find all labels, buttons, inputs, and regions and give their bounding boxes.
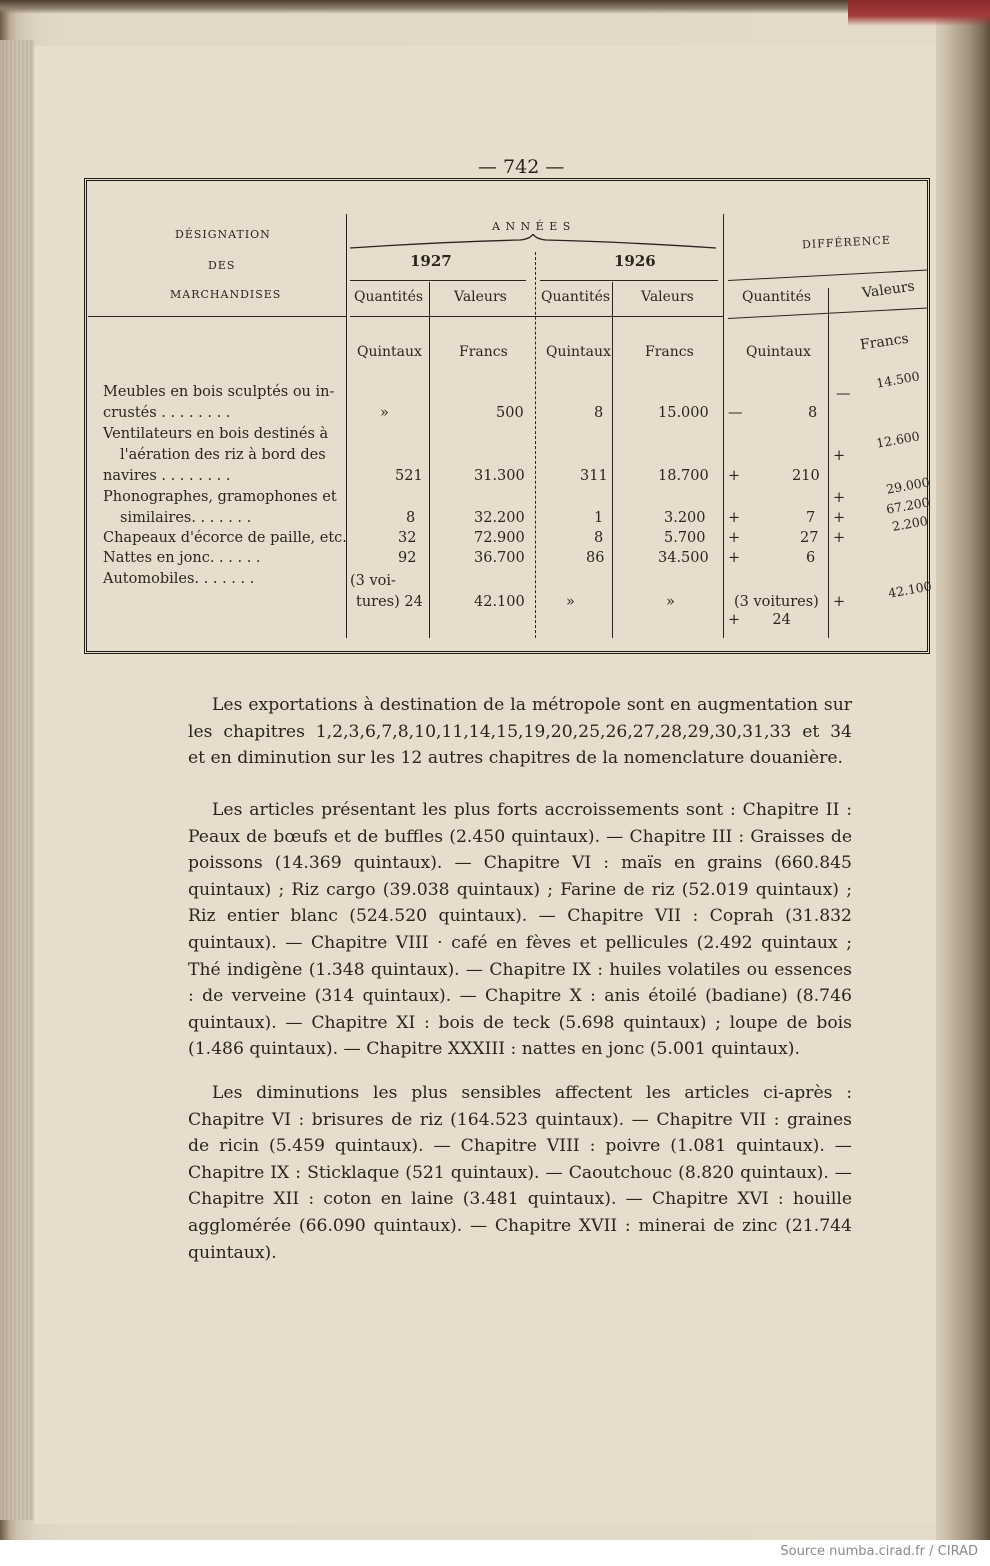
page-number: — 742 —	[478, 156, 565, 178]
row1-designation-line1: Meubles en bois sculptés ou in-	[103, 384, 335, 400]
row6-v1927: 42.100	[474, 594, 525, 610]
col-quantites-diff: Quantités	[742, 289, 812, 305]
row6-dq-line1: (3 voitures)	[734, 594, 819, 610]
row5-v1926: 34.500	[658, 550, 709, 566]
row5-dv-sign: +	[833, 530, 846, 546]
col-line	[346, 214, 347, 638]
paragraph-2: Les articles présentant les plus forts accroissements sont : Chapitre II : Peaux de bœufs et de buffles (2.450 quintaux). — Chapitre III : Graisses de poissons (14.369 quintaux). — Chapitre VI : maïs en grains (660.845 quintaux) ; Riz cargo (39.038 quintaux) ; Farine de riz (52.019 quintaux) ; Riz entier blanc (524.520 quintaux). — Chapitre VII : Coprah (31.832 quintaux). — Chapitre VIII · café en fèves et pellicules (2.492 quintaux ; Thé indigène (1.348 quintaux). — Chapitre IX : huiles volatiles ou essences : de verveine (314 quintaux). — Chapitre X : anis étoilé (badiane) (8.746 quintaux). — Chapitre XI : bois de teck (5.698 quintaux) ; loupe de bois (1.486 quintaux). — Chapitre XXXIII : nattes en jonc (5.001 quintaux).	[188, 800, 852, 1060]
paragraph-1: Les exportations à destination de la métropole sont en augmentation sur les chapitres 1,2,3,6,7,8,10,11,14,15,19,20,25,26,27,28,29,30,31,33 et 34 et en diminution sur les 12 autres chapitres de la nomenclature douanière.	[188, 695, 852, 769]
row6-q1927-line1: (3 voi-	[350, 573, 396, 589]
row3-dv-sign: +	[833, 490, 846, 506]
unit-francs-diff: Francs	[859, 330, 910, 354]
col-line	[535, 252, 536, 638]
row5-q1927: 92	[398, 550, 417, 566]
page-edges-right	[936, 0, 990, 1540]
row3-dv: 29.000	[885, 474, 931, 497]
row4-v1926: 5.700	[664, 530, 706, 546]
unit-quintaux-1927: Quintaux	[357, 344, 422, 360]
row1-dv: 14.500	[875, 368, 921, 391]
red-cover-edge	[848, 0, 990, 26]
designation-header-line1: DÉSIGNATION	[175, 228, 271, 241]
col-line	[612, 282, 613, 638]
header-rule	[540, 280, 718, 281]
row1-dq: 8	[808, 405, 818, 421]
col-line	[828, 288, 829, 638]
col-valeurs-1926: Valeurs	[641, 289, 694, 305]
unit-quintaux-diff: Quintaux	[746, 344, 811, 360]
row2-v1927: 31.300	[474, 468, 525, 484]
col-quantites-1926: Quantités	[541, 289, 611, 305]
row6-q1927-line2: tures) 24	[356, 594, 423, 610]
paragraph-3: Les diminutions les plus sensibles affectent les articles ci-après : Chapitre VI : brisures de riz (164.523 quintaux). — Chapitre VII : graines de ricin (5.459 quintaux). — Chapitre VIII : poivre (1.081 quintaux). — Chapitre IX : Sticklaque (521 quintaux). — Caoutchouc (8.820 quintaux). — Chapitre XII : coton en laine (3.481 quintaux). — Chapitre XVI : houille agglomérée (66.090 quintaux). — Chapitre XVII : minerai de zinc (21.744 quintaux).	[188, 1083, 852, 1263]
row2-dv-sign: +	[833, 448, 846, 464]
annees-brace	[350, 234, 716, 250]
row5-dq: 6	[806, 550, 816, 566]
row4-q1926: 8	[594, 530, 604, 546]
row1-q1926: 8	[594, 405, 604, 421]
unit-francs-1926: Francs	[645, 344, 694, 360]
col-valeurs-diff: Valeurs	[861, 278, 916, 302]
col-line	[429, 282, 430, 638]
row1-dq-sign: —	[728, 405, 743, 421]
row2-v1926: 18.700	[658, 468, 709, 484]
row2-q1927: 521	[395, 468, 423, 484]
row4-q1927: 32	[398, 530, 417, 546]
row5-v1927: 36.700	[474, 550, 525, 566]
year-1926: 1926	[614, 252, 656, 270]
row2-dv: 12.600	[875, 428, 921, 451]
row2-dq-sign: +	[728, 468, 741, 484]
row6-dv: 42.100	[887, 578, 933, 601]
annees-header: A N N É E S	[492, 220, 572, 233]
row4-dq: 27	[800, 530, 819, 546]
row4-designation: Chapeaux d'écorce de paille, etc.	[103, 530, 347, 546]
source-credit: Source numba.cirad.fr / CIRAD	[780, 1544, 978, 1559]
row6-designation: Automobiles. . . . . . .	[103, 571, 255, 587]
col-line	[723, 214, 724, 638]
row2-q1926: 311	[580, 468, 608, 484]
row3-v1926: 3.200	[664, 510, 706, 526]
book-top-edge	[0, 0, 990, 14]
designation-header-line3: MARCHANDISES	[170, 288, 282, 301]
page-edges-left	[0, 40, 34, 1520]
row3-dq: 7	[806, 510, 816, 526]
row5-designation: Nattes en jonc. . . . . .	[103, 550, 261, 566]
row1-dv-sign: —	[836, 386, 851, 402]
row2-dq: 210	[792, 468, 820, 484]
row5-dv: 2.200	[890, 513, 929, 534]
header-rule	[350, 316, 723, 317]
row3-v1927: 32.200	[474, 510, 525, 526]
col-quantites-1927: Quantités	[354, 289, 424, 305]
year-1927: 1927	[410, 252, 452, 270]
row6-q1926: »	[566, 594, 575, 610]
row1-q1927: »	[380, 405, 389, 421]
designation-header-line2: DES	[208, 259, 236, 272]
row2-designation-line2: l'aération des riz à bord des	[120, 447, 326, 463]
row6-dq-line2: + 24	[728, 612, 791, 628]
header-rule	[88, 316, 346, 317]
row1-v1927: 500	[496, 405, 524, 421]
col-valeurs-1927: Valeurs	[454, 289, 507, 305]
row2-designation-line3: navires . . . . . . . .	[103, 468, 231, 484]
row3-designation-line1: Phonographes, gramophones et	[103, 489, 337, 505]
row1-designation-line2: crustés . . . . . . . .	[103, 405, 231, 421]
row4-dv-sign: +	[833, 510, 846, 526]
row4-dq-sign: +	[728, 530, 741, 546]
row3-q1926: 1	[594, 510, 604, 526]
row3-dq-sign: +	[728, 510, 741, 526]
unit-francs-1927: Francs	[459, 344, 508, 360]
row5-q1926: 86	[586, 550, 605, 566]
row3-q1927: 8	[406, 510, 416, 526]
unit-quintaux-1926: Quintaux	[546, 344, 611, 360]
row6-v1926: »	[666, 594, 675, 610]
row2-designation-line1: Ventilateurs en bois destinés à	[103, 426, 329, 442]
header-rule	[350, 280, 526, 281]
row4-v1927: 72.900	[474, 530, 525, 546]
row4-dv: 67.200	[885, 494, 931, 517]
row3-designation-line2: similaires. . . . . . .	[120, 510, 252, 526]
difference-header: DIFFÉRENCE	[801, 233, 892, 252]
row6-dv-sign: +	[833, 594, 846, 610]
row1-v1926: 15.000	[658, 405, 709, 421]
row5-dq-sign: +	[728, 550, 741, 566]
